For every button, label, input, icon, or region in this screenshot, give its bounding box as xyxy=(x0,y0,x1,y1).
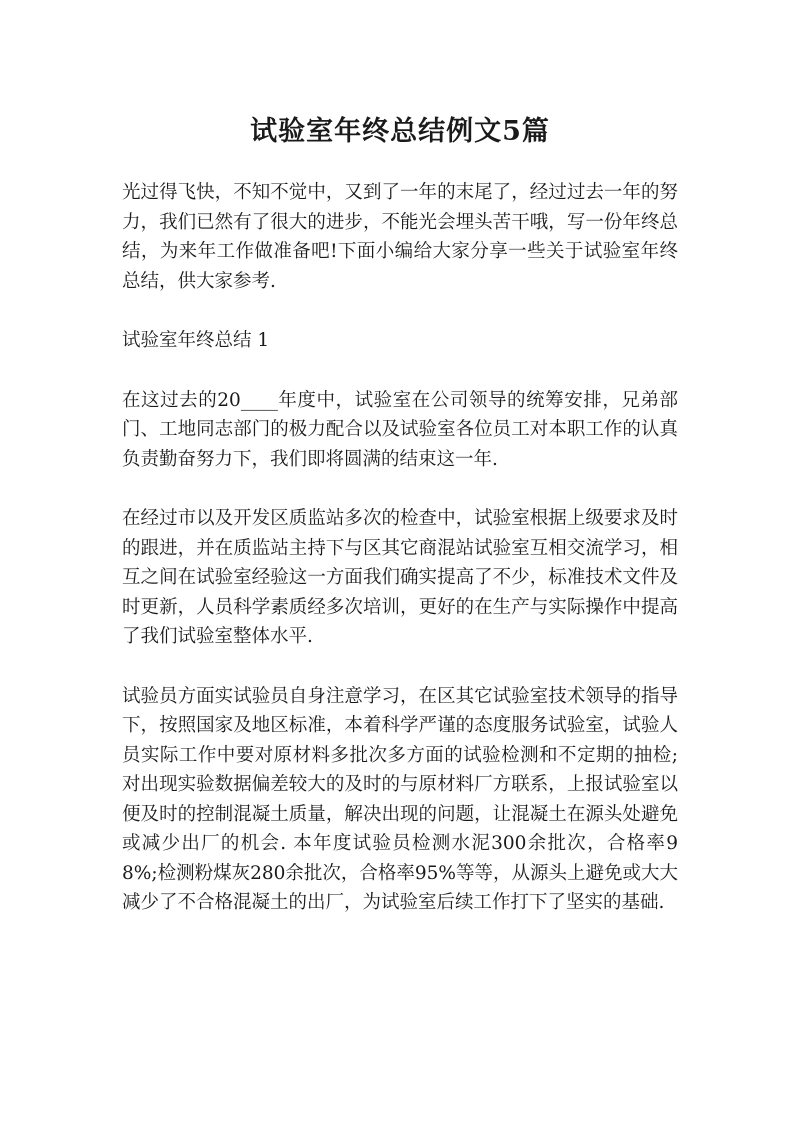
body-paragraph-1: 在这过去的20____年度中，试验室在公司领导的统筹安排，兄弟部门、工地同志部门的极力配合以及试验室各位员工对本职工作的认真负责勤奋努力下，我们即将圆满的结束这一年. xyxy=(122,389,678,470)
document-title: 试验室年终总结例文5篇 xyxy=(250,116,550,147)
body-paragraph-3: 试验员方面实试验员自身注意学习，在区其它试验室技术领导的指导下，按照国家及地区标准，本着科学严谨的态度服务试验室，试验人员实际工作中要对原材料多批次多方面的试验检测和不定期的抽检;对出现实验数据偏差较大的及时的与原材料厂方联系，上报试验室以便及时的控制混凝土质量，解决出现的问题，让混凝土在源头处避免或减少出厂的机会. 本年度试验员检测水泥300余批次，合格率98%;检测粉煤灰280余批次，合格率95%等等，从源头上避免或大大减少了不合格混凝土的出厂，为试验室后续工作打下了坚实的基础. xyxy=(122,685,679,913)
document-body xyxy=(122,178,678,948)
section-heading: 试验室年终总结 1 xyxy=(122,330,270,351)
intro-paragraph: 光过得飞快，不知不觉中，又到了一年的末尾了，经过过去一年的努力，我们已然有了很大的进步，不能光会埋头苦干哦，写一份年终总结，为来年工作做准备吧!下面小编给大家分享一些关于试验室年终总结，供大家参考. xyxy=(122,182,678,292)
body-paragraph-2: 在经过市以及开发区质监站多次的检查中，试验室根据上级要求及时的跟进，并在质监站主持下与区其它商混站试验室互相交流学习，相互之间在试验室经验这一方面我们确实提高了不少，标准技术文件及时更新，人员科学素质经多次培训，更好的在生产与实际操作中提高了我们试验室整体水平. xyxy=(122,508,678,647)
